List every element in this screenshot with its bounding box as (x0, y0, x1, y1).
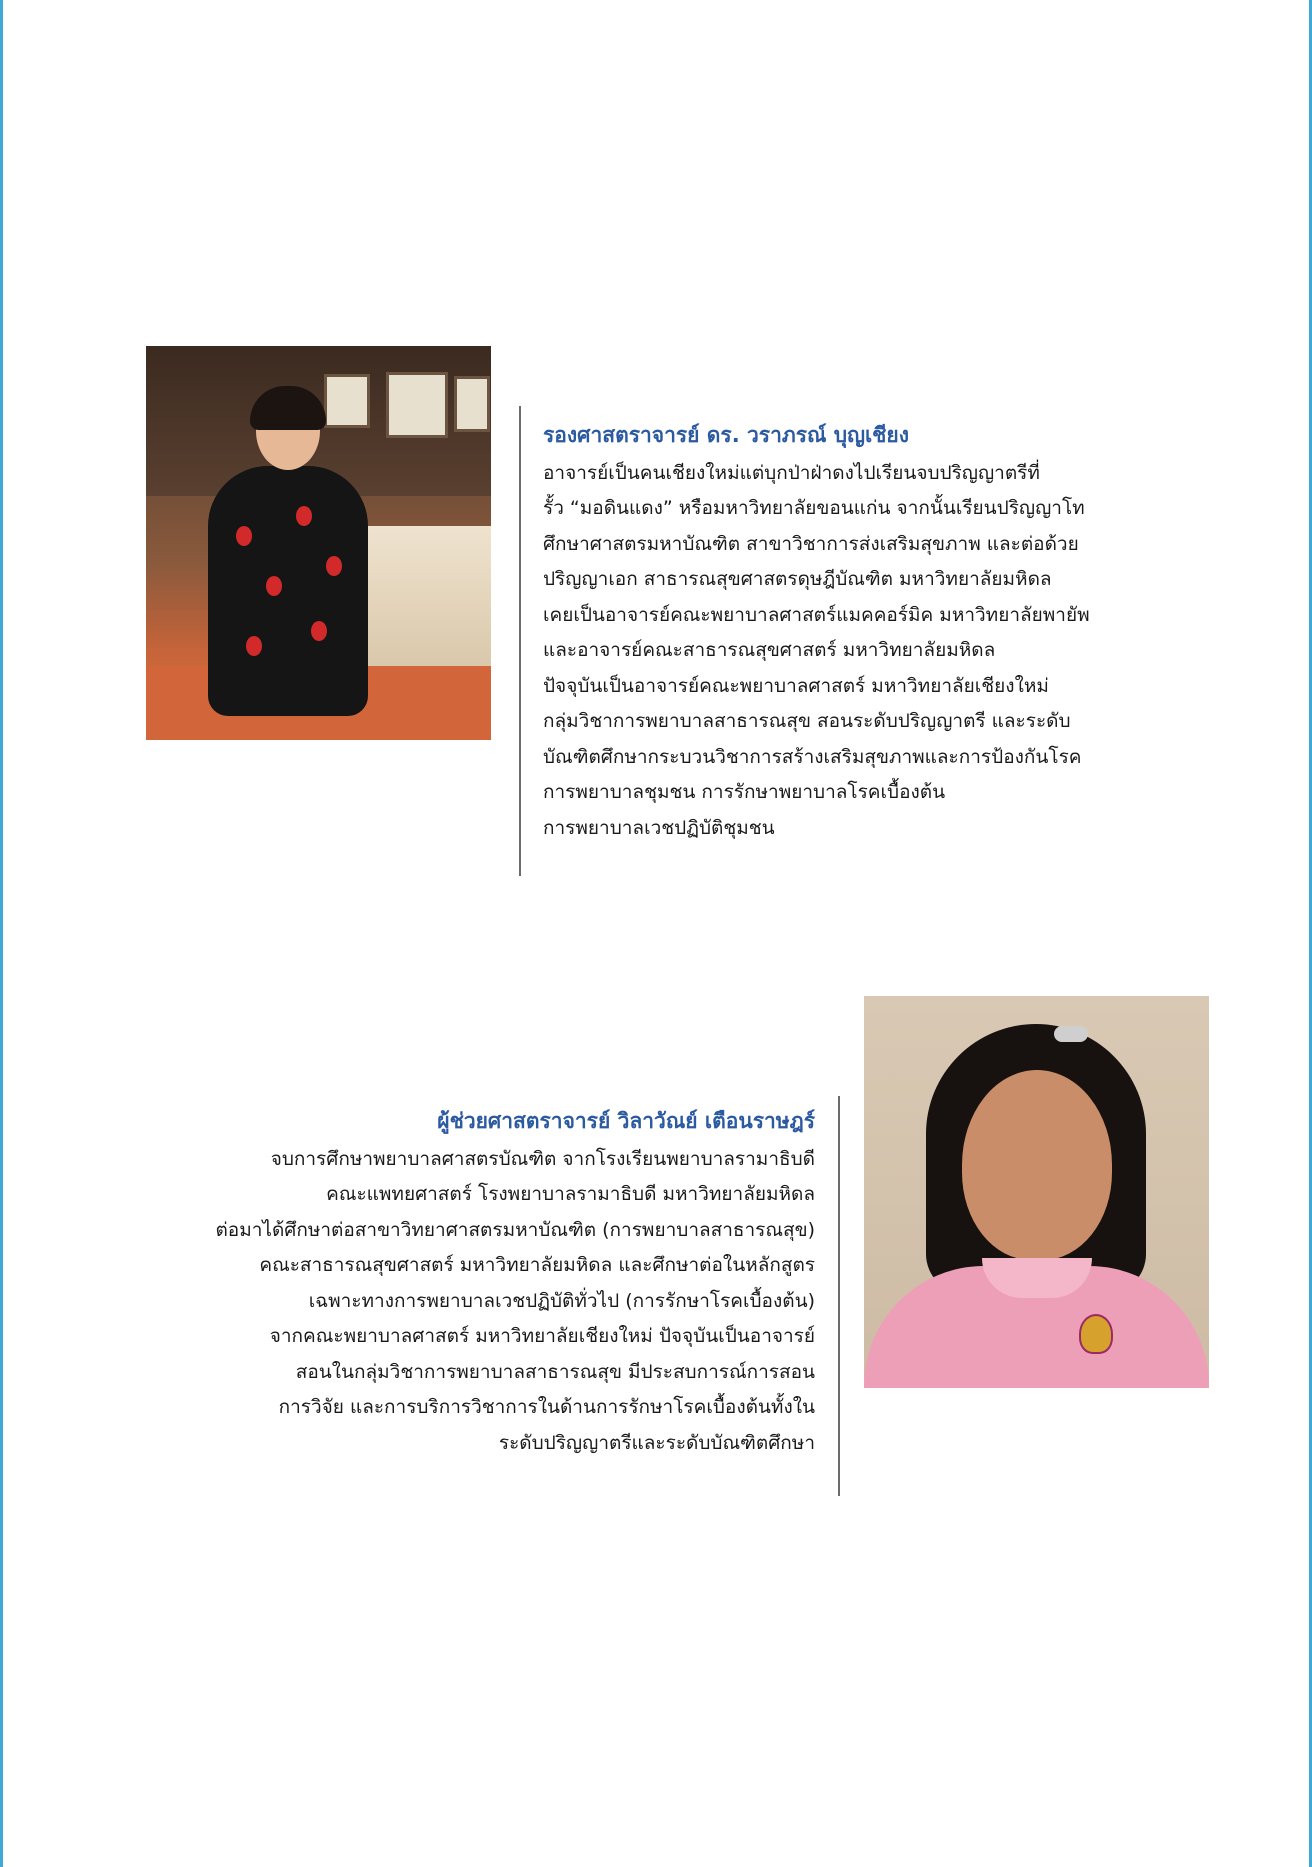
divider-1 (519, 406, 521, 876)
profile-text-2 (110, 1104, 815, 1461)
profile-2-line: จากคณะพยาบาลศาสตร์ มหาวิทยาลัยเชียงใหม่ ปัจจุบันเป็นอาจารย์ (269, 1325, 815, 1347)
profile-text-1 (543, 418, 1223, 846)
profile-1-line: และอาจารย์คณะสาธารณสุขศาสตร์ มหาวิทยาลัยมหิดล (543, 639, 996, 661)
profile-2-line: คณะแพทยศาสตร์ โรงพยาบาลรามาธิบดี มหาวิทยาลัยมหิดล (326, 1183, 815, 1205)
profile-1-line: ปริญญาเอก สาธารณสุขศาสตรดุษฎีบัณฑิต มหาวิทยาลัยมหิดล (543, 568, 1052, 590)
profile-1-line: บัณฑิตศึกษากระบวนวิชาการสร้างเสริมสุขภาพและการป้องกันโรค (543, 745, 1082, 768)
profile-2-line: คณะสาธารณสุขศาสตร์ มหาวิทยาลัยมหิดล และศึกษาต่อในหลักสูตร (259, 1254, 815, 1276)
profile-1-line: ปัจจุบันเป็นอาจารย์คณะพยาบาลศาสตร์ มหาวิทยาลัยเชียงใหม่ (543, 674, 1049, 697)
divider-2 (838, 1096, 840, 1496)
profile-1-line: ศึกษาศาสตรมหาบัณฑิต สาขาวิชาการส่งเสริมสุขภาพ และต่อด้วย (543, 532, 1079, 555)
profile-2-line: สอนในกลุ่มวิชาการพยาบาลสาธารณสุข มีประสบการณ์การสอน (295, 1360, 815, 1383)
profile-2-line: ระดับปริญญาตรีและระดับบัณฑิตศึกษา (498, 1431, 815, 1454)
profile-name-1: รองศาสตราจารย์ ดร. วราภรณ์ บุญเชียง (543, 423, 909, 447)
profile-2-line: เฉพาะทางการพยาบาลเวชปฏิบัติทั่วไป (การรักษาโรคเบื้องต้น) (308, 1289, 815, 1312)
profile-1-line: กลุ่มวิชาการพยาบาลสาธารณสุข สอนระดับปริญญาตรี และระดับ (543, 710, 1071, 732)
profile-photo-2 (864, 996, 1209, 1388)
profile-2-line: การวิจัย และการบริการวิชาการในด้านการรักษาโรคเบื้องต้นทั้งใน (278, 1396, 815, 1418)
profile-1-line: เคยเป็นอาจารย์คณะพยาบาลศาสตร์แมคคอร์มิค มหาวิทยาลัยพายัพ (543, 603, 1090, 626)
profile-2-line: ต่อมาได้ศึกษาต่อสาขาวิทยาศาสตรมหาบัณฑิต (การพยาบาลสาธารณสุข) (215, 1218, 815, 1241)
profile-1-line: การพยาบาลเวชปฏิบัติชุมชน (543, 816, 775, 839)
profile-1-line: อาจารย์เป็นคนเชียงใหม่แต่บุกป่าฝ่าดงไปเรียนจบปริญญาตรีที่ (543, 461, 1040, 484)
profile-name-2: ผู้ช่วยศาสตราจารย์ วิลาวัณย์ เตือนราษฎร์ (437, 1109, 815, 1133)
profile-1-line: รั้ว “มอดินแดง” หรือมหาวิทยาลัยขอนแก่น จากนั้นเรียนปริญญาโท (543, 497, 1085, 519)
profile-photo-1 (146, 346, 491, 740)
profile-1-line: การพยาบาลชุมชน การรักษาพยาบาลโรคเบื้องต้น (543, 781, 946, 803)
profile-2-line: จบการศึกษาพยาบาลศาสตรบัณฑิต จากโรงเรียนพยาบาลรามาธิบดี (270, 1147, 815, 1170)
page-edge-left (0, 0, 3, 1867)
